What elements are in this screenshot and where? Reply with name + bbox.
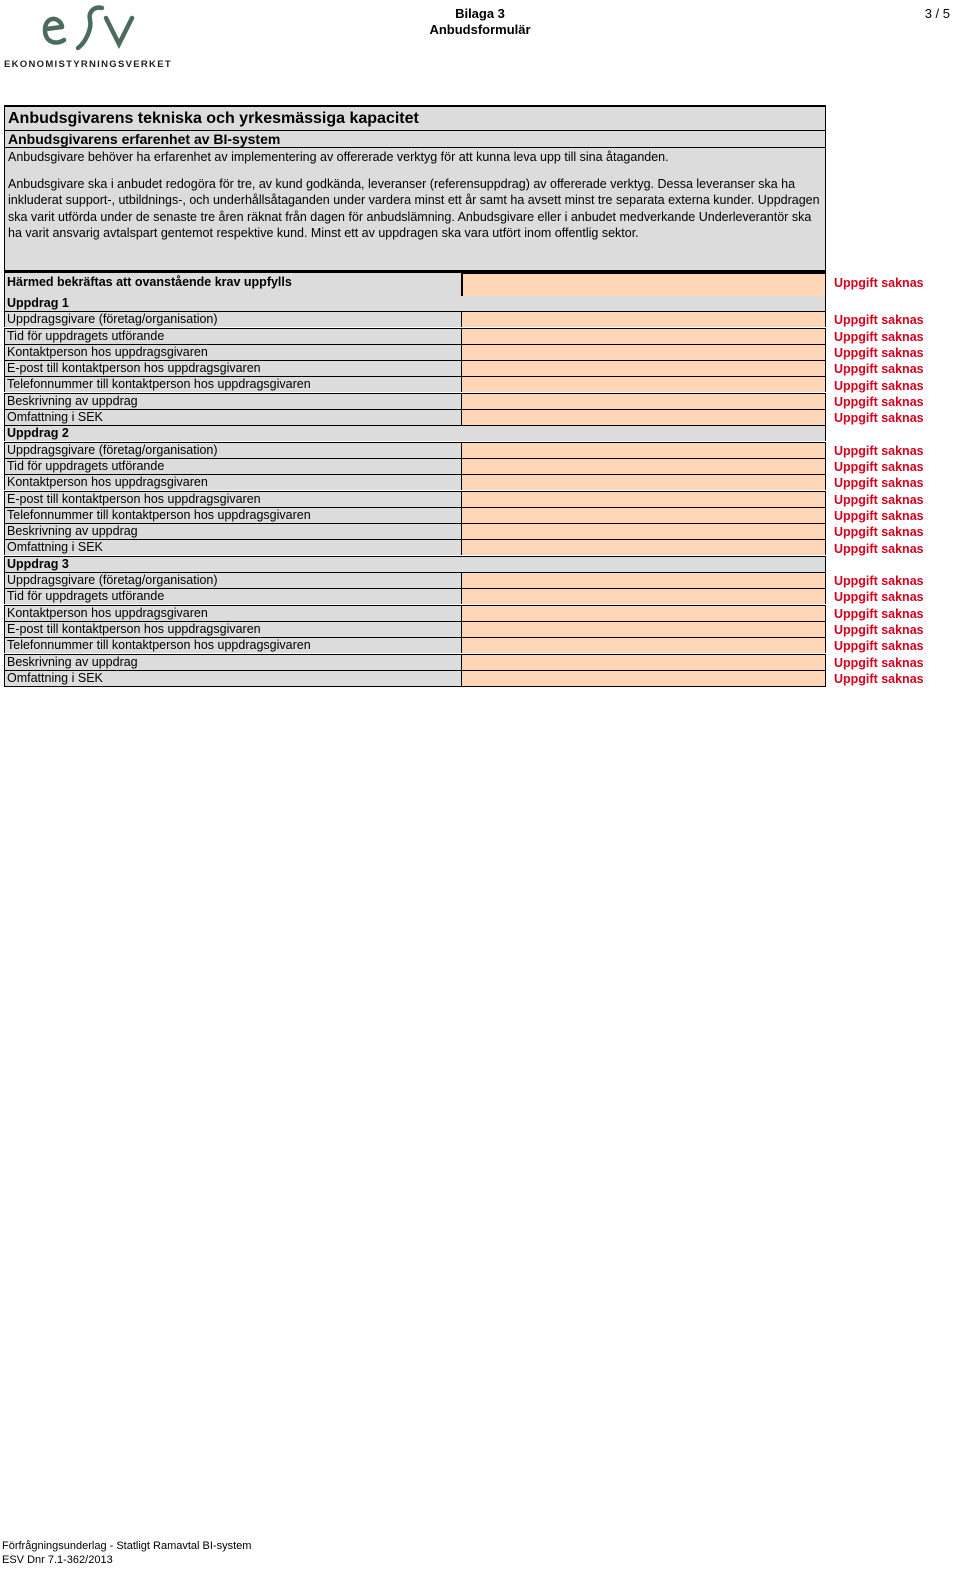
field-input[interactable]: [462, 606, 826, 621]
field-input[interactable]: [462, 329, 826, 344]
reference-form: [4, 271, 826, 687]
form-field-row: [4, 459, 826, 475]
form-field-row: [4, 622, 826, 638]
esv-logo-mark: [2, 2, 172, 58]
field-status: Uppgift saknas: [834, 639, 924, 653]
field-status: Uppgift saknas: [834, 509, 924, 523]
field-label: Omfattning i SEK: [4, 540, 462, 555]
field-status: Uppgift saknas: [834, 525, 924, 539]
form-field-row: [4, 540, 826, 556]
field-status: Uppgift saknas: [834, 313, 924, 327]
form-field-row: [4, 508, 826, 524]
field-status: Uppgift saknas: [834, 493, 924, 507]
field-status: Uppgift saknas: [834, 656, 924, 670]
intro-paragraph-1: Anbudsgivare behöver ha erfarenhet av implementering av offererade verktyg för att kunna leva upp till sina åtaganden.: [8, 150, 669, 164]
form-field-row: [4, 606, 826, 622]
assignment-title: Uppdrag 1: [4, 296, 826, 311]
field-label: Beskrivning av uppdrag: [4, 394, 462, 409]
field-input[interactable]: [462, 345, 826, 360]
field-input[interactable]: [462, 492, 826, 507]
field-label: Uppdragsgivare (företag/organisation): [4, 573, 462, 588]
form-field-row: [4, 443, 826, 459]
field-label: Kontaktperson hos uppdragsgivaren: [4, 475, 462, 490]
confirm-input[interactable]: [462, 273, 826, 297]
form-field-row: [4, 638, 826, 654]
field-label: Tid för uppdragets utförande: [4, 589, 462, 604]
form-field-row: [4, 329, 826, 345]
field-input[interactable]: [462, 361, 826, 376]
field-label: Uppdragsgivare (företag/organisation): [4, 443, 462, 458]
field-status: Uppgift saknas: [834, 574, 924, 588]
field-input[interactable]: [462, 671, 826, 686]
field-status: Uppgift saknas: [834, 607, 924, 621]
field-status: Uppgift saknas: [834, 330, 924, 344]
form-field-row: [4, 410, 826, 426]
form-field-row: [4, 312, 826, 328]
field-input[interactable]: [462, 377, 826, 392]
assignment-heading-row: [4, 426, 826, 442]
field-label: E-post till kontaktperson hos uppdragsgivaren: [4, 361, 462, 376]
requirements-intro: [4, 105, 826, 271]
field-input[interactable]: [462, 573, 826, 588]
form-field-row: [4, 492, 826, 508]
field-status: Uppgift saknas: [834, 444, 924, 458]
field-status: Uppgift saknas: [834, 460, 924, 474]
page-number: 3 / 5: [924, 6, 950, 21]
field-input[interactable]: [462, 655, 826, 670]
field-label: Tid för uppdragets utförande: [4, 329, 462, 344]
field-input[interactable]: [462, 508, 826, 523]
field-label: Kontaktperson hos uppdragsgivaren: [4, 345, 462, 360]
field-input[interactable]: [462, 475, 826, 490]
field-label: E-post till kontaktperson hos uppdragsgivaren: [4, 492, 462, 507]
field-input[interactable]: [462, 410, 826, 425]
field-label: Beskrivning av uppdrag: [4, 524, 462, 539]
field-label: E-post till kontaktperson hos uppdragsgivaren: [4, 622, 462, 637]
assignment-title: Uppdrag 3: [4, 557, 826, 572]
field-input[interactable]: [462, 589, 826, 604]
section-title: Anbudsgivarens tekniska och yrkesmässiga kapacitet: [5, 107, 825, 131]
doc-form-label: Anbudsformulär: [429, 22, 531, 37]
field-input[interactable]: [462, 638, 826, 653]
field-input[interactable]: [462, 540, 826, 555]
field-input[interactable]: [462, 459, 826, 474]
field-label: Tid för uppdragets utförande: [4, 459, 462, 474]
field-label: Beskrivning av uppdrag: [4, 655, 462, 670]
form-field-row: [4, 361, 826, 377]
field-status: Uppgift saknas: [834, 379, 924, 393]
esv-logo: [2, 2, 172, 72]
field-input[interactable]: [462, 312, 826, 327]
field-status: Uppgift saknas: [834, 623, 924, 637]
field-label: Telefonnummer till kontaktperson hos uppdragsgivaren: [4, 638, 462, 653]
assignment-heading-row: [4, 557, 826, 573]
field-input[interactable]: [462, 622, 826, 637]
field-status: Uppgift saknas: [834, 590, 924, 604]
form-field-row: [4, 671, 826, 687]
field-input[interactable]: [462, 394, 826, 409]
document-header: [380, 6, 580, 38]
field-label: Telefonnummer till kontaktperson hos uppdragsgivaren: [4, 508, 462, 523]
assignment-heading-row: [4, 296, 826, 312]
logo-wordmark: EKONOMISTYRNINGSVERKET: [4, 59, 172, 70]
confirm-label: Härmed bekräftas att ovanstående krav uppfylls: [4, 273, 462, 297]
confirm-status: Uppgift saknas: [834, 276, 924, 290]
page-footer: [2, 1539, 251, 1567]
field-label: Kontaktperson hos uppdragsgivaren: [4, 606, 462, 621]
field-status: Uppgift saknas: [834, 346, 924, 360]
footer-document-name: Förfrågningsunderlag - Statligt Ramavtal BI-system: [2, 1540, 252, 1552]
field-label: Omfattning i SEK: [4, 410, 462, 425]
field-input[interactable]: [462, 443, 826, 458]
confirm-row: [4, 271, 826, 296]
assignment-title: Uppdrag 2: [4, 426, 826, 441]
form-field-row: [4, 475, 826, 491]
field-status: Uppgift saknas: [834, 476, 924, 490]
form-field-row: [4, 377, 826, 393]
field-label: Omfattning i SEK: [4, 671, 462, 686]
field-status: Uppgift saknas: [834, 672, 924, 686]
form-field-row: [4, 655, 826, 671]
doc-attachment-label: Bilaga 3: [455, 6, 505, 21]
form-field-row: [4, 524, 826, 540]
form-field-row: [4, 345, 826, 361]
field-label: Uppdragsgivare (företag/organisation): [4, 312, 462, 327]
form-field-row: [4, 573, 826, 589]
form-field-row: [4, 589, 826, 605]
footer-reference-number: ESV Dnr 7.1-362/2013: [2, 1554, 113, 1566]
field-status: Uppgift saknas: [834, 362, 924, 376]
field-status: Uppgift saknas: [834, 542, 924, 556]
intro-paragraph-2: Anbudsgivare ska i anbudet redogöra för tre, av kund godkända, leveranser (referensuppdrag) av offererade verktyg. Dessa leveranser ska ha inkluderat support-, utbildnings-, och underhållsåtaganden under vardera minst ett år samt ha avsett minst tre separata externa kunder. Uppdragen ska varit utförda under de senaste tre åren räknat från dagen för anbudslämning. Anbudsgivare eller i anbudet medverkande Underleverantör ska ha varit ansvarig avtalspart gentemot respektive kund. Minst ett av uppdragen ska vara utfört inom offentlig sektor.: [8, 176, 820, 240]
field-label: Telefonnummer till kontaktperson hos uppdragsgivaren: [4, 377, 462, 392]
field-status: Uppgift saknas: [834, 395, 924, 409]
section-subtitle: Anbudsgivarens erfarenhet av BI-system: [5, 131, 825, 148]
form-field-row: [4, 394, 826, 410]
field-status: Uppgift saknas: [834, 411, 924, 425]
field-input[interactable]: [462, 524, 826, 539]
